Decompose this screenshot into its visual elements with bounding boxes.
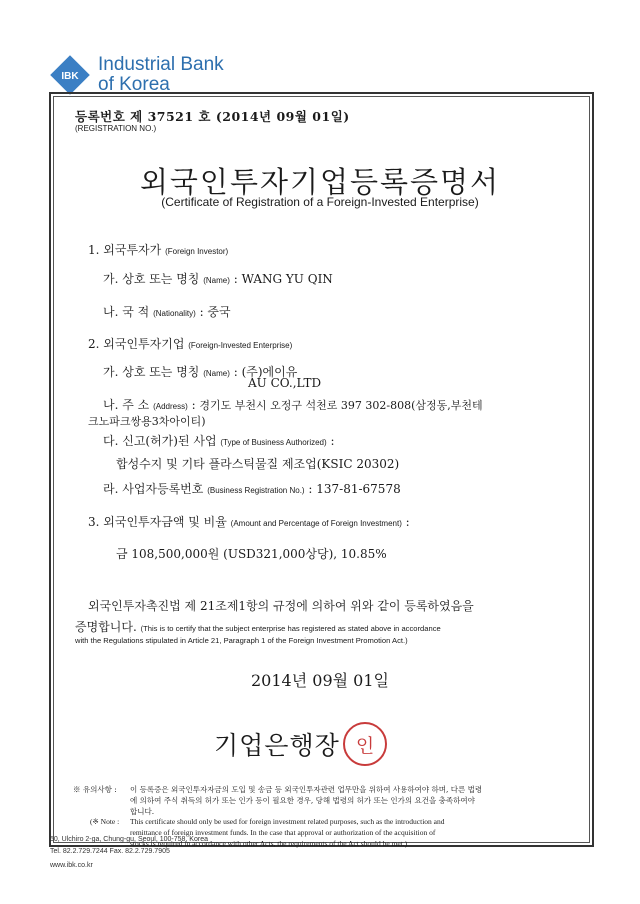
investment-amount-value: 금 108,500,000원 (USD321,000상당), 10.85% bbox=[116, 547, 387, 561]
business-reg-row: 라. 사업자등록번호 (Business Registration No.) : 137-81-67578 bbox=[103, 482, 401, 496]
investor-nationality-row: 나. 국 적 (Nationality) : 중국 bbox=[103, 305, 231, 319]
bank-name-line2: of Korea bbox=[98, 74, 170, 95]
statement-ko-line1: 외국인투자촉진법 제 21조제1항의 규정에 의하여 위와 같이 등록하였음을 bbox=[88, 599, 474, 613]
notes-ko-line1: 이 등록증은 외국인투자자금의 도입 및 송금 등 외국인투자관련 업무만을 위하여 사용하여야 하며, 다른 법령 bbox=[130, 785, 483, 794]
bank-name-line1: Industrial Bank bbox=[98, 54, 224, 75]
notes-en-label: (※ Note : bbox=[90, 817, 120, 826]
enterprise-address-value-cont: 크노파크쌍용3차아이티) bbox=[88, 415, 206, 428]
issue-date: 2014년 09월 01일 bbox=[251, 671, 389, 690]
notes-en-line1: This certificate should only be used for foreign investment related purposes, such as the introduction and bbox=[130, 817, 445, 826]
business-type-value: 합성수지 및 기타 플라스틱물질 제조업(KSIC 20302) bbox=[116, 457, 400, 471]
investor-name-row: 가. 상호 또는 명칭 (Name) : WANG YU QIN bbox=[103, 272, 333, 286]
notes-ko-line3: 합니다. bbox=[130, 807, 155, 816]
section3-heading: 3. 외국인투자금액 및 비율 (Amount and Percentage of Foreign Investment) : bbox=[88, 515, 410, 529]
notes-en-line2: remittance of foreign investment funds. In the case that approval or authorization of the acquisition of bbox=[130, 828, 436, 837]
investor-name-value: WANG YU QIN bbox=[241, 272, 333, 286]
footer-website: www.ibk.co.kr bbox=[50, 862, 93, 869]
notes-ko-line2: 에 의하여 주식 취득의 허가 또는 인가 등이 필요한 경우, 당해 법령의 허가 또는 인가의 요건을 충족하여야 bbox=[130, 796, 475, 805]
svg-text:IBK: IBK bbox=[61, 71, 79, 82]
section2-heading: 2. 외국인투자기업 (Foreign-Invested Enterprise) bbox=[88, 337, 293, 351]
enterprise-address-value: 경기도 부천시 오정구 석천로 397 302-808(삼정동,부천테 bbox=[199, 399, 483, 412]
enterprise-name-en-value: AU CO.,LTD bbox=[248, 376, 322, 390]
issuer-name: 기업은행장 bbox=[214, 731, 340, 760]
enterprise-name-value: (주)에이유 bbox=[241, 365, 298, 379]
business-reg-value: 137-81-67578 bbox=[316, 482, 401, 496]
certificate-subtitle: (Certificate of Registration of a Foreign-Invested Enterprise) bbox=[161, 195, 479, 209]
investor-nationality-value: 중국 bbox=[207, 305, 231, 319]
footer-address: 50, Ulchiro 2-ga, Chung-gu, Seoul, 100-758, Korea bbox=[50, 836, 208, 843]
enterprise-address-row: 나. 주 소 (Address) : 경기도 부천시 오정구 석천로 397 302-808(삼정동,부천테 bbox=[103, 398, 483, 412]
business-type-row: 다. 신고(허가)된 사업 (Type of Business Authorized) : bbox=[103, 434, 335, 448]
registration-number-en: (REGISTRATION NO.) bbox=[75, 124, 157, 133]
certificate-title: 외국인투자기업등록증명서 bbox=[139, 165, 501, 199]
notes-en-line3: stocks is required in accordance with other Acts, the requirements of the Act should be met.) bbox=[130, 839, 408, 848]
bank-logo bbox=[50, 55, 224, 95]
statement-ko-line2: 증명합니다. (This is to certify that the subject enterprise has registered as stated above in accordance bbox=[75, 620, 441, 634]
enterprise-name-row: 가. 상호 또는 명칭 (Name) : (주)에이유 bbox=[103, 365, 298, 379]
section1-heading: 1. 외국투자가 (Foreign Investor) bbox=[88, 243, 229, 257]
statement-en-line2: with the Regulations stipulated in Article 21, Paragraph 1 of the Foreign Investment Promotion Act.) bbox=[75, 636, 408, 645]
footer-phone: Tel. 82.2.729.7244 Fax. 82.2.729.7905 bbox=[50, 848, 170, 855]
official-seal-stamp: 인 bbox=[343, 722, 387, 766]
notes-ko-label: ※ 유의사항 : bbox=[73, 785, 117, 794]
ibk-logo-icon bbox=[50, 55, 90, 95]
registration-number: 등록번호 제 37521 호 (2014년 09월 01일) bbox=[75, 109, 350, 124]
